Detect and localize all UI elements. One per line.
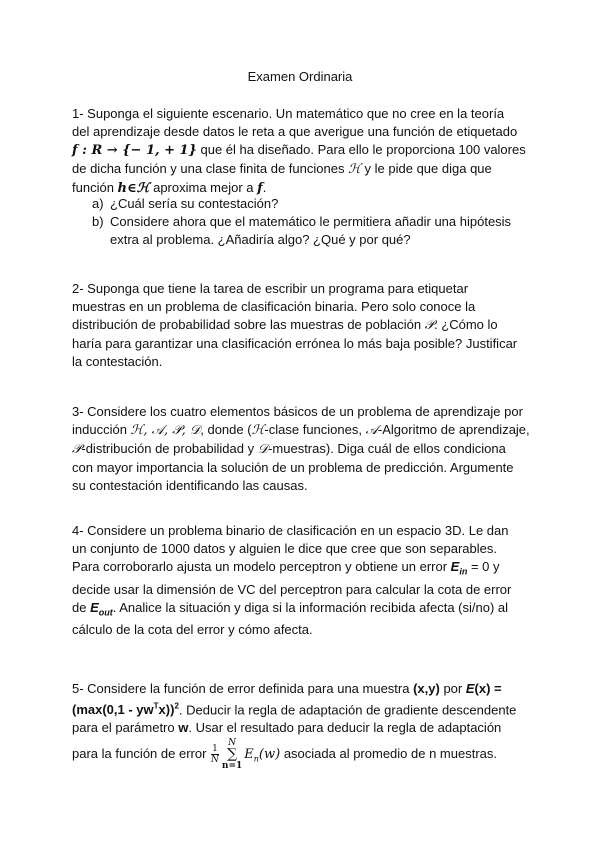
error-in-symbol: $E_{in}$: [450, 559, 468, 577]
q2-line-2: muestras en un problema de clasificación binaria. Pero solo conoce la: [72, 299, 476, 314]
question-5: [72, 680, 528, 737]
q3-line-4: con mayor importancia la solución de un problema de predicción. Argumente: [72, 460, 514, 475]
fraction-one-over-n: $\frac{1}{N}$: [211, 744, 219, 766]
q1-function-signature: f : R → {− 1, + 1}: [72, 143, 197, 158]
q5-line-3: para el parámetro w. Usar el resultado para deducir la regla de adaptación: [72, 720, 502, 736]
summation: N ∑ n=1: [221, 738, 243, 772]
q3-line-2: inducción ℋ, 𝒜, 𝒫, 𝒟, donde (ℋ-clase funciones, 𝒜-Algoritmo de aprendizaje,: [72, 422, 530, 438]
q1-line-2: del aprendizaje desde datos le reta a que averigue una función de etiquetado: [72, 124, 518, 139]
q1-line-3: f : R → {− 1, + 1} que él ha diseñado. Para ello le proporciona 100 valores: [72, 142, 526, 158]
q4-line-6: cálculo de la cota del error y cómo afecta.: [72, 622, 313, 638]
q4-line-1: 4- Considere un problema binario de clasificación en un espacio 3D. Le dan: [72, 523, 509, 538]
question-3: [72, 403, 528, 495]
target-function-symbol: f: [257, 181, 263, 196]
q1-line-4: de dicha función y una clase finita de funciones ℋ y le pide que diga que: [72, 161, 492, 177]
q1-line-5: función h∈ℋ aproxima mejor a f.: [72, 180, 267, 196]
weight-parameter: w: [178, 720, 189, 736]
question-1: [72, 105, 528, 198]
q5-line-4: para la función de error $\frac{1}{N}$ N ∑ n=1 $E_n(w)$ asociada al promedio de n muestras.: [72, 738, 497, 772]
q4-line-2: un conjunto de 1000 datos y alguien le dice que cree que son separables.: [72, 541, 497, 556]
q3-line-5: su contestación identificando las causas.: [72, 478, 308, 493]
error-n-symbol: $E_n(w)$: [244, 747, 281, 764]
q5-line-1: 5- Considere la función de error definida para una muestra (x,y) por E(x) =: [72, 681, 502, 696]
elements-symbols: ℋ, 𝒜, 𝒫, 𝒟: [130, 423, 201, 438]
q3-line-1: 3- Considere los cuatro elementos básicos de un problema de aprendizaje por: [72, 404, 523, 419]
q1-line-1: 1- Suponga el siguiente escenario. Un matemático que no cree en la teoría: [72, 106, 505, 121]
page-title: Examen Ordinaria: [247, 69, 353, 84]
q4-line-5: de $E_{out}$. Analice la situación y diga si la información recibida afecta (si/no) al: [72, 599, 509, 618]
q2-line-3: distribución de probabilidad sobre las muestras de población 𝒫. ¿Cómo lo: [72, 317, 498, 333]
distribution-symbol: 𝒫: [424, 318, 435, 333]
hypothesis-symbol: h∈ℋ: [117, 181, 150, 196]
question-2: [72, 280, 528, 371]
q1-item-a-text: ¿Cuál sería su contestación?: [110, 196, 279, 211]
question-4: [72, 522, 528, 639]
q2-line-4: haría para garantizar una clasificación errónea lo más baja posible? Justificar: [72, 336, 518, 351]
q1-item-b-label: b): [92, 214, 104, 229]
q4-line-4: decide usar la dimensión de VC del perceptron para calcular la cota de error: [72, 581, 512, 597]
hypothesis-class-symbol: ℋ: [348, 162, 361, 177]
q1-item-a-label: a): [92, 196, 104, 211]
q4-line-3: Para corroborarlo ajusta un modelo perceptron y obtiene un error $E_{in} = 0$ y: [72, 559, 500, 577]
q2-line-5: la contestación.: [72, 354, 163, 369]
q1-item-b-line-1: Considere ahora que el matemático le permitiera añadir una hipótesis: [110, 214, 512, 229]
q5-line-2: $(\max(0,1 - yw^Tx))^2$. Deducir la regla de adaptación de gradiente descendente: [72, 702, 517, 718]
sample-pair: (x,y): [413, 681, 440, 696]
q1-item-b-line-2: extra al problema. ¿Añadiría algo? ¿Qué y por qué?: [110, 232, 411, 247]
q3-line-3: 𝒫-distribución de probabilidad y 𝒟-muestras). Diga cuál de ellos condiciona: [72, 441, 506, 457]
error-expression: $(\max(0,1 - yw^Tx))^2$: [72, 702, 179, 718]
error-out-symbol: $E_{out}$: [90, 599, 113, 618]
q2-line-1: 2- Suponga que tiene la tarea de escribir un programa para etiquetar: [72, 281, 469, 296]
